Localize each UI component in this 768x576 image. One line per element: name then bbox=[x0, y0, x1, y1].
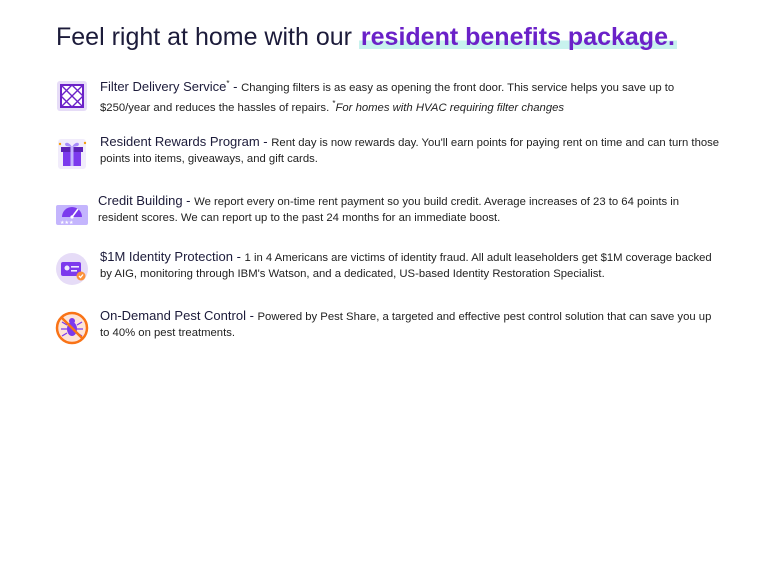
benefit-body: Rent day is now rewards day. You'll earn points for paying rent on time and can turn those points into items, giveaways, and gift cards. bbox=[100, 137, 720, 165]
benefit-title: $1M Identity Protection bbox=[100, 249, 233, 264]
title-footnote-mark: * bbox=[226, 79, 230, 88]
benefit-body: We report every on-time rent payment so you build credit. Average increases of 23 to 64 points in resident scores. We can report up to the past 24 months for an immediate boost. bbox=[98, 196, 680, 224]
title-separator: - bbox=[182, 193, 195, 208]
benefit-resident-rewards bbox=[54, 134, 722, 172]
title-separator: - bbox=[259, 134, 272, 149]
benefit-body: Changing filters is as easy as opening the front door. This service helps you save up to $250/year and reduces the hassles of repairs. bbox=[100, 81, 675, 115]
benefit-body: 1 in 4 Americans are victims of identity fraud. All adult leaseholders get $1M coverage backed by AIG, monitoring through IBM's Watson, and a dedicated, US-based Identity Restoration Specialist. bbox=[100, 252, 712, 280]
title-separator: - bbox=[229, 78, 242, 94]
identity-card-icon bbox=[54, 251, 90, 287]
gift-icon bbox=[54, 136, 90, 172]
benefit-identity-protection bbox=[54, 249, 722, 287]
svg-text:★★★: ★★★ bbox=[60, 220, 74, 226]
benefit-pest-control bbox=[54, 308, 722, 346]
no-pest-icon bbox=[54, 310, 90, 346]
title-separator: - bbox=[245, 308, 258, 323]
benefit-title: Filter Delivery Service bbox=[100, 78, 227, 94]
filter-icon bbox=[54, 78, 90, 114]
benefit-title: On-Demand Pest Control bbox=[100, 308, 246, 323]
title-separator: - bbox=[232, 249, 245, 264]
heading-prefix: Feel right at home with our bbox=[56, 23, 359, 51]
benefit-title: Resident Rewards Program bbox=[100, 134, 260, 149]
benefit-credit-building bbox=[54, 193, 722, 231]
note-footnote-mark: * bbox=[332, 99, 336, 109]
heading-highlight: resident benefits package. bbox=[360, 23, 675, 51]
benefit-filter-delivery bbox=[54, 76, 722, 117]
page-heading bbox=[56, 20, 677, 54]
credit-gauge-icon bbox=[54, 195, 90, 231]
benefit-body: Powered by Pest Share, a targeted and effective pest control solution that can save you up to 40% on pest treatments. bbox=[100, 311, 712, 339]
benefit-title: Credit Building bbox=[98, 193, 183, 208]
benefit-note: For homes with HVAC requiring filter changes bbox=[335, 102, 565, 115]
